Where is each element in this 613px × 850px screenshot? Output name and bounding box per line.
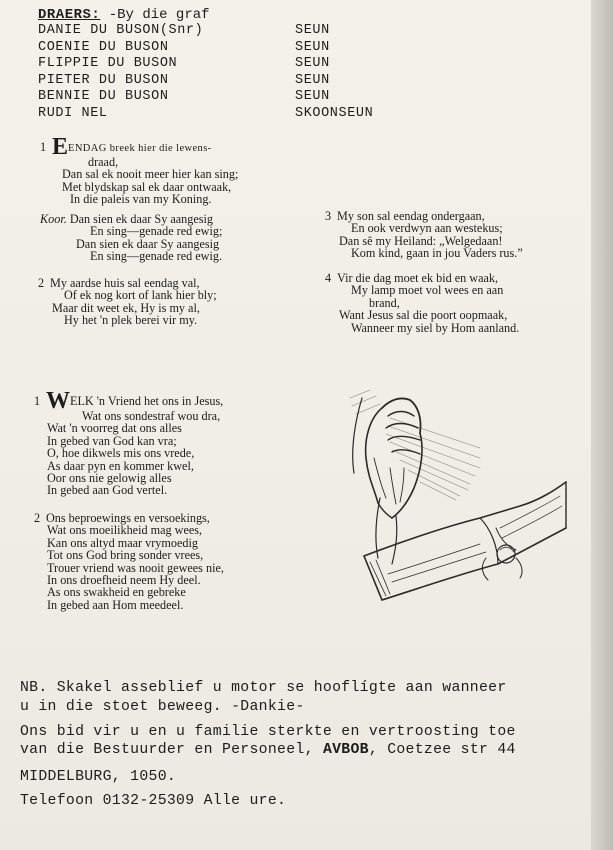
verse-line: Tot ons God bring sonder vrees, — [47, 548, 204, 563]
verse-line: Ons beproewings en versoekings, — [46, 511, 210, 525]
verse-line: Kan ons altyd maar vrymoedig — [47, 535, 198, 550]
bearers-heading — [38, 8, 210, 23]
bearer-relation: SKOONSEUN — [295, 105, 374, 121]
drop-cap: E — [52, 134, 69, 160]
verse-line: My aardse huis sal eendag val, — [50, 276, 200, 290]
hymn1-verse3 — [325, 210, 523, 260]
verse-line: Wat ons sondestraf wou dra, — [82, 409, 221, 423]
page-edge-shadow — [591, 0, 613, 850]
company-name: AVBOB — [322, 742, 369, 758]
verse-line: ENDAG breek hier die lewens- — [68, 143, 212, 154]
verse-line: draad, — [88, 155, 119, 169]
condolence-text: Ons bid vir u en u familie sterkte en vertroosting toe — [20, 724, 516, 740]
hymn2-verse1 — [34, 388, 224, 498]
verse-line: In gebed van God kan vra; — [47, 433, 177, 448]
verse-number: 3 — [325, 209, 332, 223]
verse-line: En sing—genade red ewig; — [90, 224, 223, 239]
bearer-row — [38, 56, 330, 73]
bearer-row — [38, 89, 330, 106]
hymn1-chorus — [40, 213, 222, 263]
bearer-relation: SEUN — [295, 72, 330, 88]
bearer-row — [38, 105, 374, 123]
bearer-row — [38, 72, 330, 90]
verse-line: Met blydskap sal ek daar ontwaak, — [62, 179, 232, 194]
verse-line: Dan sal ek nooit meer hier kan sing; — [62, 167, 239, 182]
headlights-notice: NB. Skakel asseblief u motor se hooflígte aan wanneer — [20, 680, 507, 696]
bearers-list — [38, 23, 374, 122]
bearer-row — [38, 39, 330, 57]
bearers-heading-label: DRAERS: — [38, 7, 101, 23]
verse-line: In gebed aan Hom meedeel. — [47, 597, 184, 612]
verse-number: 1 — [34, 394, 41, 408]
verse-line: Oor ons nie gelowig alles — [47, 471, 172, 486]
bearer-relation: SEUN — [295, 23, 330, 38]
hymn1-verse2 — [38, 277, 217, 327]
verse-line: Want Jesus sal die poort oopmaak, — [339, 308, 508, 323]
headlights-notice-cont: u in die stoet beweeg. -Dankie- — [20, 699, 305, 715]
verse-line: Dan sê my Heiland: „Welgedaan! — [339, 233, 503, 248]
verse-line: O, hoe dikwels mis ons vrede, — [47, 446, 195, 461]
verse-line: brand, — [369, 295, 400, 310]
company-city: MIDDELBURG, 1050. — [20, 769, 177, 785]
bearer-name: RUDI NEL — [38, 105, 108, 121]
bearers-section — [38, 7, 374, 122]
verse-line: My son sal eendag ondergaan, — [337, 209, 485, 223]
condolence-sender: van die Bestuurder en Personeel, — [20, 742, 323, 758]
bearer-name: FLIPPIE DU BUSON — [38, 56, 178, 71]
verse-line: Kom kind, gaan in jou Vaders rus.” — [351, 246, 523, 261]
verse-number: 4 — [325, 271, 332, 285]
praying-hands-bible-icon — [330, 378, 580, 613]
verse-line: Dan sien ek daar Sy aangesig — [69, 212, 213, 226]
verse-line: Vir die dag moet ek bid en waak, — [337, 271, 499, 285]
bearer-name: BENNIE DU BUSON — [38, 89, 169, 104]
chorus-label: Koor. — [40, 212, 67, 226]
company-phone: Telefoon 0132-25309 Alle ure. — [20, 793, 287, 809]
verse-line: Hy het 'n plek berei vir my. — [64, 313, 198, 328]
bearer-name: PIETER DU BUSON — [38, 72, 169, 88]
bearers-heading-rest: -By die graf — [108, 7, 210, 23]
verse-line: ELK 'n Vriend het ons in Jesus, — [70, 394, 224, 408]
verse-line: In gebed aan God vertel. — [47, 483, 168, 498]
verse-number: 2 — [34, 511, 41, 525]
verse-line: As ons swakheid en gebreke — [47, 585, 186, 600]
verse-line: En ook verdwyn aan westekus; — [351, 221, 503, 236]
bearer-row — [38, 23, 330, 40]
verse-line: Dan sien ek daar Sy aangesig — [76, 236, 220, 251]
hymn2-verse2 — [34, 512, 224, 611]
hymn1-verse1 — [40, 134, 239, 207]
verse-line: Wat ons moeilikheid mag wees, — [47, 523, 203, 538]
company-address: , Coetzee str 44 — [368, 742, 516, 758]
verse-line: My lamp moet vol wees en aan — [351, 283, 504, 298]
bearer-relation: SEUN — [295, 56, 330, 71]
verse-line: In ons droefheid neem Hy deel. — [47, 573, 201, 588]
verse-line: Trouer vriend was nooit gewees nie, — [47, 560, 224, 575]
verse-line: Maar dit weet ek, Hy is my al, — [52, 300, 200, 315]
verse-number: 2 — [38, 276, 45, 290]
hymn1-verse4 — [325, 272, 519, 334]
verse-number: 1 — [40, 140, 47, 154]
bearer-name: COENIE DU BUSON — [38, 39, 169, 55]
verse-line: Wat 'n voorreg dat ons alles — [47, 421, 182, 436]
verse-line: Wanneer my siel by Hom aanland. — [351, 320, 520, 335]
verse-line: En sing—genade red ewig. — [90, 249, 222, 264]
verse-line: In die paleis van my Koning. — [70, 192, 212, 207]
verse-line: As daar pyn en kommer kwel, — [47, 458, 194, 473]
condolence-text-cont — [20, 742, 516, 759]
bearer-relation: SEUN — [295, 89, 330, 104]
bearer-name: DANIE DU BUSON(Snr) — [38, 23, 204, 38]
verse-line: Of ek nog kort of lank hier bly; — [64, 288, 217, 303]
bearer-relation: SEUN — [295, 39, 330, 55]
drop-cap: W — [46, 388, 70, 414]
